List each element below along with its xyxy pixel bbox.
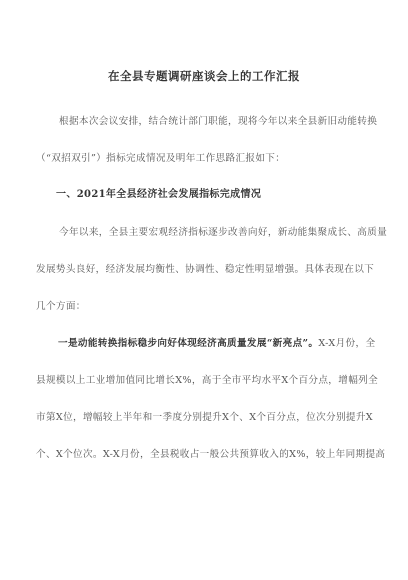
section-para-line-3: 几个方面： xyxy=(36,301,86,312)
document-title: 在全县专题调研座谈会上的工作汇报 xyxy=(108,69,300,83)
point1-first-line xyxy=(58,338,375,350)
intro-line-1: 根据本次会议安排，结合统计部门职能，现将今年以来全县新旧动能转换 xyxy=(59,116,378,127)
point1-line-4: 个、X个位次。X-X月份，全县税收占一般公共预算收入的X%，较上年同期提高 xyxy=(36,449,386,460)
section-para-line-1: 今年以来，全县主要宏观经济指标逐步改善向好，新动能集聚成长、高质量 xyxy=(59,227,388,238)
section-heading: 一、2021年全县经济社会发展指标完成情况 xyxy=(56,189,262,200)
intro-line-2: （“双招双引”）指标完成情况及明年工作思路汇报如下： xyxy=(36,153,286,164)
point1-line-3: 市第X位，增幅较上半年和一季度分别提升X个、X个百分点，位次分别提升X xyxy=(36,412,373,423)
point1-first-rest: X-X月份，全 xyxy=(318,338,376,349)
point1-line-2: 县规模以上工业增加值同比增长X%，高于全市平均水平X个百分点，增幅列全 xyxy=(36,375,379,386)
point1-lead: 一是动能转换指标稳步向好体现经济高质量发展“新亮点”。 xyxy=(58,338,319,349)
section-para-line-2: 发展势头良好，经济发展均衡性、协调性、稳定性明显增强。具体表现在以下 xyxy=(36,264,375,275)
